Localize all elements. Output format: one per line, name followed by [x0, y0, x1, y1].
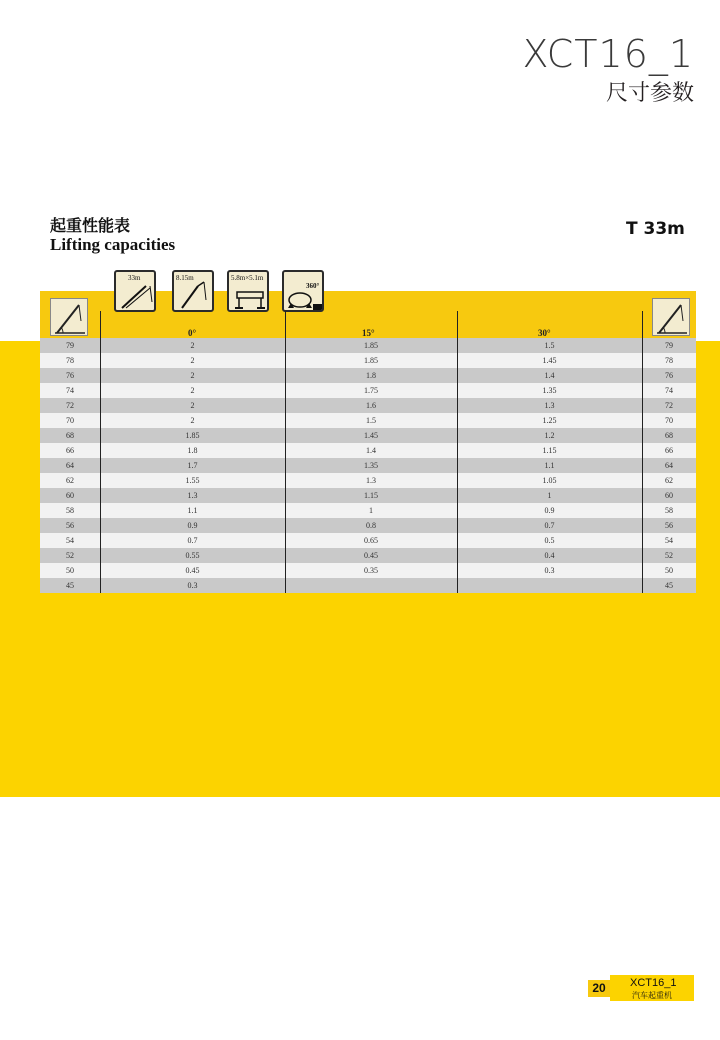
capacity-0-deg-cell: 2 — [190, 356, 195, 365]
boom-angle-cell-right: 60 — [665, 491, 673, 500]
capacity-30-deg-cell: 1.5 — [544, 341, 555, 350]
table-row — [40, 383, 696, 398]
boom-angle-cell-right: 74 — [665, 386, 673, 395]
footer-subtitle: 汽车起重机 — [632, 991, 672, 1000]
capacity-0-deg-cell: 1.7 — [187, 461, 198, 470]
table-body — [40, 338, 696, 593]
table-row — [40, 443, 696, 458]
capacity-30-deg-cell: 1.35 — [542, 386, 557, 395]
boom-angle-cell: 60 — [66, 491, 74, 500]
boom-angle-cell-right: 58 — [665, 506, 673, 515]
header-model-title: XCT16_1 — [522, 32, 694, 76]
capacity-0-deg-cell: 1.1 — [187, 506, 198, 515]
table-row — [40, 338, 696, 353]
capacity-15-deg-cell: 1.8 — [366, 371, 376, 380]
boom-angle-cell: 68 — [66, 431, 74, 440]
crane-angle-icon-left — [50, 298, 88, 336]
boom-angle-cell-right: 78 — [665, 356, 673, 365]
capacity-30-deg-cell: 1.45 — [542, 356, 557, 365]
capacity-15-deg-cell: 1.35 — [364, 461, 378, 470]
capacity-30-deg-cell: 0.7 — [544, 521, 555, 530]
boom-angle-cell: 79 — [66, 341, 74, 350]
column-header-0-deg: 0° — [188, 328, 197, 338]
slewing-range-icon — [282, 270, 324, 312]
capacity-0-deg-cell: 2 — [190, 371, 195, 380]
header-subtitle: 尺寸参数 — [605, 81, 694, 106]
column-divider — [285, 311, 286, 593]
boom-angle-cell: 62 — [66, 476, 74, 485]
boom-angle-cell: 56 — [66, 521, 74, 530]
capacity-0-deg-cell: 1.85 — [185, 431, 200, 440]
jib-length-icon — [172, 270, 214, 312]
capacity-15-deg-cell: 0.8 — [366, 521, 376, 530]
table-row — [40, 548, 696, 563]
capacity-15-deg-cell: 1.85 — [364, 341, 378, 350]
capacity-0-deg-cell: 0.45 — [185, 566, 200, 575]
boom-angle-cell-right: 72 — [665, 401, 673, 410]
capacity-15-deg-cell: 1 — [369, 506, 373, 515]
capacity-30-deg-cell: 1.25 — [542, 416, 557, 425]
boom-angle-cell: 58 — [66, 506, 74, 515]
table-row — [40, 563, 696, 578]
boom-angle-cell: 66 — [66, 446, 74, 455]
capacity-0-deg-cell: 2 — [190, 401, 195, 410]
capacity-30-deg-cell: 1.05 — [542, 476, 557, 485]
boom-angle-cell: 54 — [66, 536, 74, 545]
page-number: 20 — [588, 980, 610, 997]
capacity-0-deg-cell: 2 — [190, 416, 195, 425]
capacity-30-deg-cell: 0.9 — [544, 506, 555, 515]
boom-angle-cell-right: 79 — [665, 341, 673, 350]
crane-angle-icon-right — [652, 298, 690, 336]
capacity-0-deg-cell: 2 — [190, 386, 195, 395]
table-row — [40, 518, 696, 533]
capacity-15-deg-cell: 1.15 — [364, 491, 378, 500]
boom-angle-cell-right: 76 — [665, 371, 673, 380]
table-row — [40, 353, 696, 368]
capacity-0-deg-cell: 0.7 — [187, 536, 198, 545]
capacity-0-deg-cell: 0.3 — [187, 581, 198, 590]
table-row — [40, 428, 696, 443]
capacity-15-deg-cell: 1.4 — [366, 446, 376, 455]
capacity-0-deg-cell: 1.8 — [187, 446, 198, 455]
capacity-15-deg-cell: 1.3 — [366, 476, 376, 485]
table-row — [40, 398, 696, 413]
boom-angle-cell: 74 — [66, 386, 74, 395]
boom-angle-cell-right: 45 — [665, 581, 673, 590]
section-title-chinese: 起重性能表 — [50, 216, 131, 235]
capacity-15-deg-cell: 1.75 — [364, 386, 378, 395]
capacity-30-deg-cell: 1.4 — [544, 371, 555, 380]
outrigger-span-label: 5.8m×5.1m — [231, 274, 264, 282]
boom-length-icon — [114, 270, 156, 312]
boom-angle-cell-right: 50 — [665, 566, 673, 575]
capacity-15-deg-cell: 0.35 — [364, 566, 378, 575]
boom-angle-cell: 64 — [66, 461, 74, 470]
boom-angle-cell-right: 52 — [665, 551, 673, 560]
capacity-0-deg-cell: 1.3 — [187, 491, 198, 500]
table-row — [40, 368, 696, 383]
table-row — [40, 503, 696, 518]
capacity-15-deg-cell: 1.45 — [364, 431, 378, 440]
capacity-30-deg-cell: 1.15 — [542, 446, 557, 455]
boom-angle-cell-right: 64 — [665, 461, 673, 470]
table-row — [40, 578, 696, 593]
footer-model: XCT16_1 — [630, 977, 677, 989]
outrigger-span-icon — [227, 270, 269, 312]
column-divider — [642, 311, 643, 593]
table-row — [40, 473, 696, 488]
column-divider — [457, 311, 458, 593]
capacity-0-deg-cell: 1.55 — [185, 476, 200, 485]
boom-angle-cell: 70 — [66, 416, 74, 425]
boom-spec-label: T 33m — [626, 219, 685, 239]
capacity-30-deg-cell: 0.5 — [544, 536, 555, 545]
section-title-english: Lifting capacities — [50, 235, 176, 254]
capacity-15-deg-cell: 1.5 — [366, 416, 376, 425]
capacity-30-deg-cell: 1.1 — [544, 461, 555, 470]
boom-angle-cell-right: 54 — [665, 536, 673, 545]
capacity-30-deg-cell: 0.3 — [544, 566, 555, 575]
capacity-30-deg-cell: 1.2 — [544, 431, 555, 440]
capacity-0-deg-cell: 2 — [190, 341, 195, 350]
table-row — [40, 488, 696, 503]
table-row — [40, 413, 696, 428]
slewing-range-label: 360° — [306, 282, 320, 290]
capacity-30-deg-cell: 1.3 — [544, 401, 555, 410]
capacity-30-deg-cell: 1 — [547, 491, 552, 500]
capacity-15-deg-cell: 0.45 — [364, 551, 378, 560]
boom-angle-cell: 78 — [66, 356, 74, 365]
capacity-15-deg-cell: 0.65 — [364, 536, 378, 545]
boom-angle-cell-right: 68 — [665, 431, 673, 440]
boom-angle-cell: 52 — [66, 551, 74, 560]
boom-angle-cell-right: 56 — [665, 521, 673, 530]
column-header-15-deg: 15° — [362, 328, 375, 338]
capacity-15-deg-cell: 1.6 — [366, 401, 376, 410]
capacity-0-deg-cell: 0.55 — [185, 551, 200, 560]
boom-angle-cell-right: 66 — [665, 446, 673, 455]
boom-angle-cell: 76 — [66, 371, 74, 380]
capacity-15-deg-cell: 1.85 — [364, 356, 378, 365]
boom-angle-cell: 50 — [66, 566, 74, 575]
boom-angle-cell: 45 — [66, 581, 74, 590]
jib-length-label: 8.15m — [176, 274, 194, 282]
boom-angle-cell-right: 70 — [665, 416, 673, 425]
column-divider — [100, 311, 101, 593]
table-row — [40, 458, 696, 473]
capacity-30-deg-cell: 0.4 — [544, 551, 555, 560]
capacity-0-deg-cell: 0.9 — [187, 521, 198, 530]
boom-length-label: 33m — [128, 274, 141, 282]
boom-angle-cell-right: 62 — [665, 476, 673, 485]
boom-angle-cell: 72 — [66, 401, 74, 410]
table-row — [40, 533, 696, 548]
column-header-30-deg: 30° — [538, 328, 551, 338]
